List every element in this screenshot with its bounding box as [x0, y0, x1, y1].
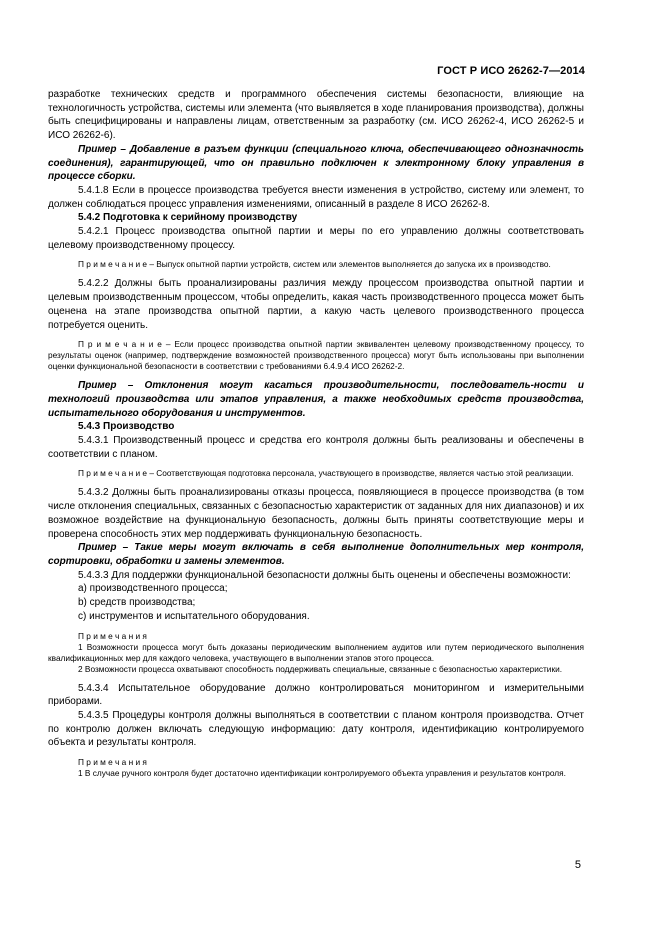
clause-5-4-2-2: 5.4.2.2 Должны быть проанализированы различия между процессом производства опытной партии и целевым производственным процессом, чтобы определить, какая часть производственного процесса может быть оценена на этапе производства опытной партии, а какую часть целевого производственного процесса потребуется оценить.: [48, 278, 584, 331]
clause-5-4-3-4: 5.4.3.4 Испытательное оборудование должно контролироваться мониторингом и измерительными приборами.: [48, 682, 584, 708]
note-label: П р и м е ч а н и е: [78, 339, 162, 350]
page-number: 5: [574, 859, 581, 871]
note-text: – Соответствующая подготовка персонала, участвующего в производстве, является частью этой реализации.: [147, 468, 574, 479]
standard-header: ГОСТ Р ИСО 26262-7—2014: [437, 65, 585, 77]
example-deviations: Пример – Отклонения могут касаться производительности, последователь-ности и технологий производства или этапов управления, а также необходимых средств производства, испытательного оборудования и инструментов.: [48, 380, 584, 419]
heading-5-4-2: 5.4.2 Подготовка к серийному производству: [78, 212, 298, 224]
heading-5-4-3: 5.4.3 Производство: [78, 421, 175, 433]
note-text: – Если процесс производства опытной партии эквивалентен целевому производственному процессу, то результаты оценок (например, подтверждение возможностей производственного процесса) могут быть использованы при выполнении оценки функциональной безопасности в соответствии с требованиями 6.4.9.4 ИСО 26262-2.: [48, 339, 585, 372]
note-label: П р и м е ч а н и е: [78, 468, 148, 479]
clause-5-4-2-1: 5.4.2.1 Процесс производства опытной партии и меры по его управлению должны соответствовать целевому производственному процессу.: [48, 226, 584, 251]
note-item: 2 Возможности процесса охватывают способность поддерживать специальные, связанные с безопасностью характеристики.: [78, 663, 563, 674]
note-equivalence: [48, 339, 584, 372]
notes-label: П р и м е ч а н и я: [78, 757, 147, 768]
clause-5-4-3-2: 5.4.3.2 Должны быть проанализированы отказы процесса, появляющиеся в процессе производства (в том числе отклонения специальных, связанных с безопасностью характеристик от заданных для них диапазонов) и их возможное воздействие на функциональную безопасность, должны быть приняты соответствующие меры и проверена способность этих мер поддерживать функциональную безопасность.: [48, 487, 584, 540]
paragraph-continuation: разработке технических средств и программного обеспечения системы безопасности, влияющие на технологичность устройства, системы или элемента (что выявляется в ходе планирования производства), должны быть специфицированы и направлены лицам, ответственным за разработку (см. ИСО 26262-4, ИСО 26262-5 и ИСО 26262-6).: [48, 89, 584, 142]
note-text: – Выпуск опытной партии устройств, систем или элементов выполняется до запуска их в производство.: [147, 259, 551, 270]
example-measures: Пример – Такие меры могут включать в себя выполнение дополнительных мер контроля, сортировки, обработки и замены элементов.: [48, 542, 584, 567]
note-pilot-batch: [48, 259, 584, 270]
example-connector: Пример – Добавление в разъем функции (специального ключа, обеспечивающего однозначность соединения), гарантирующей, что он правильно подключен к электронному блоку управления в процессе сборки.: [48, 143, 584, 183]
document-body: [48, 88, 584, 779]
note-training: [48, 468, 584, 479]
clause-5-4-3-3: 5.4.3.3 Для поддержки функциональной безопасности должны быть оценены и обеспечены возможности:: [78, 569, 571, 581]
notes-label: П р и м е ч а н и я: [78, 630, 147, 641]
clause-5-4-3-5: 5.4.3.5 Процедуры контроля должны выполняться в соответствии с планом контроля производства. Отчет по контролю должен включать следующую информацию: дату контроля, идентификацию контролируемого объекта и результаты контроля.: [48, 709, 584, 749]
list-item: b) средств производства;: [78, 597, 196, 609]
list-item: c) инструментов и испытательного оборудования.: [78, 610, 310, 622]
note-item: 1 Возможности процесса могут быть доказаны периодическим выполнением аудитов или путем периодического выполнения квалификационных мер для каждого человека, участвующего в выполнении этапов этого процесса.: [48, 641, 584, 663]
clause-5-4-3-1: 5.4.3.1 Производственный процесс и средства его контроля должны быть реализованы и обеспечены в соответствии с планом.: [48, 435, 584, 460]
list-item: a) производственного процесса;: [78, 583, 228, 595]
note-item: 1 В случае ручного контроля будет достаточно идентификации контролируемого объекта управления и результатов контроля.: [78, 768, 566, 779]
note-label: П р и м е ч а н и е: [78, 259, 148, 270]
clause-5-4-1-8: 5.4.1.8 Если в процессе производства требуется внести изменения в устройство, систему или элемент, то должен соблюдаться процесс управления изменениями, описанный в разделе 8 ИСО 26262-8.: [48, 184, 584, 210]
